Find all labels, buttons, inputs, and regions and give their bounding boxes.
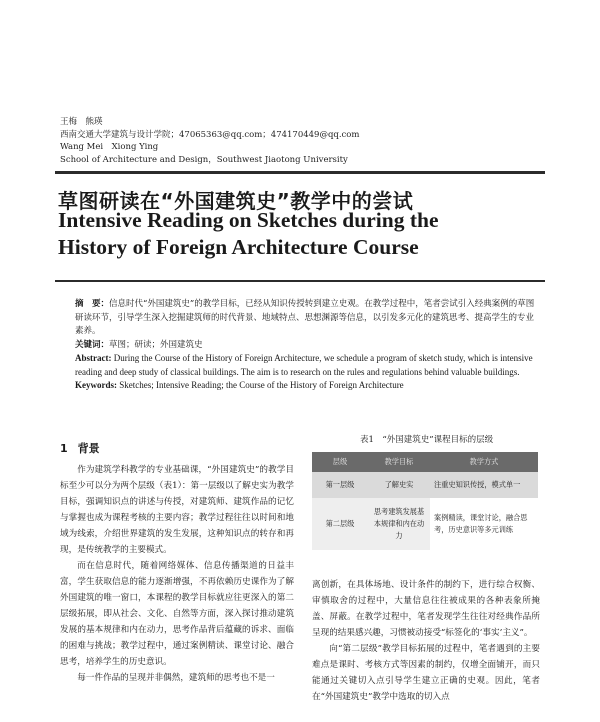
title-english-line2: History of Foreign Architecture Course bbox=[58, 235, 419, 259]
abstract-en bbox=[75, 352, 537, 379]
top-rule bbox=[55, 171, 545, 174]
paragraph: 向“第二层级”教学目标拓展的过程中，笔者遇到的主要难点是课时、考核方式等因素的制约，仅增全面铺开，而只能通过关键切入点引导学生建立正确的史观。因此，笔者在“外国建筑史”教学中选取的切入点 bbox=[312, 644, 540, 702]
author-block bbox=[60, 116, 359, 166]
keywords-en-text: Sketches; Intensive Reading; the Course of the History of Foreign Architecture bbox=[119, 380, 404, 390]
keywords-zh-text: 草图；研读；外国建筑史 bbox=[109, 339, 203, 350]
table-cell: 第一层级 bbox=[312, 472, 368, 498]
abstract-en-label: Abstract: bbox=[75, 353, 112, 363]
table-cell: 案例精读，课堂讨论，融合思考，历史意识等多元训练 bbox=[430, 498, 538, 550]
table-header-cell: 层级 bbox=[312, 452, 368, 472]
right-column bbox=[312, 577, 540, 705]
table-row bbox=[312, 498, 538, 550]
abstract-zh bbox=[75, 298, 537, 339]
author-affiliation-en: School of Architecture and Design，Southwest Jiaotong University bbox=[60, 154, 348, 165]
paragraph: 作为建筑学科教学的专业基础课，“外国建筑史”的教学目标至少可以分为两个层级（表1）：第一层级以了解史实为教学目标，强调知识点的讲述与传授，对建筑师、建筑作品的记忆与掌握也成为课程考核的主要内容；教学过程往往以时间和地域为线索，介绍世界建筑的发生发展，这种知识点的转存和再现，是传统教学的主要模式。 bbox=[60, 465, 294, 555]
table-row bbox=[312, 472, 538, 498]
author-names-zh: 王梅 熊瑛 bbox=[60, 117, 103, 127]
objectives-table bbox=[312, 452, 538, 550]
abstract-zh-label: 摘 要： bbox=[75, 299, 110, 309]
left-column bbox=[60, 462, 294, 686]
table-cell: 了解史实 bbox=[368, 472, 430, 498]
table-header-row bbox=[312, 452, 538, 472]
keywords-zh-label: 关键词： bbox=[75, 339, 110, 350]
paragraph: 而在信息时代，随着网络媒体、信息传播渠道的日益丰富，学生获取信息的能力逐渐增强，不再依赖历史课作为了解外国建筑的唯一窗口，本课程的教学目标就应往更深入的第二层级拓展，即从社会、文化、自然等方面，深入探讨推动建筑发展的基本规律和内在动力，思考作品背后蕴藏的诉求、面临的困难与挑战；教学过程中，通过案例精读、课堂讨论、融合思考，培养学生的历史意识。 bbox=[60, 561, 294, 667]
author-affiliation-zh: 西南交通大学建筑与设计学院；47065363@qq.com；474170449@qq.com bbox=[60, 129, 360, 140]
table-header-cell: 教学方式 bbox=[430, 452, 538, 472]
table-caption: 表1 “外国建筑史”课程目标的层级 bbox=[360, 435, 494, 445]
table-cell: 思考建筑发展基本规律和内在动力 bbox=[368, 498, 430, 550]
title-chinese: 草图研读在“外国建筑史”教学中的尝试 bbox=[58, 189, 414, 213]
title-english-line1: Intensive Reading on Sketches during the bbox=[58, 208, 439, 232]
paragraph: 离创新，在具体场地、设计条件的制约下，进行综合权衡、审慎取舍的过程中，大量信息往往被成果的各种表象所掩盖、屏蔽。在教学过程中，笔者发现学生往往对经典作品所呈现的结果感兴趣，习惯被动接受“标签化的‘事实’主义”。 bbox=[312, 580, 540, 638]
table-cell: 注重史知识传授，模式单一 bbox=[430, 472, 538, 498]
abstract-en-text: During the Course of the History of Foreign Architecture, we schedule a program of sketch study, which is intensive reading and deep study of classical buildings. The aim is to research on the rules and regulations behind valuable buildings. bbox=[75, 353, 533, 377]
keywords-en bbox=[75, 379, 537, 393]
section-title: 背景 bbox=[77, 442, 100, 455]
title-rule bbox=[55, 280, 545, 282]
abstract-zh-text: 信息时代“外国建筑史”的教学目标，已经从知识传授转到建立史观。在教学过程中，笔者尝试引入经典案例的草图研读环节，引导学生深入挖掘建筑师的时代背景、地域特点、思想渊源等信息，以引发多元化的建筑思考、提高学生的专业素养。 bbox=[75, 299, 535, 336]
abstract-block bbox=[75, 298, 537, 393]
table-cell: 第二层级 bbox=[312, 498, 368, 550]
section-number: 1 bbox=[60, 442, 68, 455]
table-header-cell: 教学目标 bbox=[368, 452, 430, 472]
title-english bbox=[58, 207, 438, 261]
keywords-en-label: Keywords: bbox=[75, 380, 117, 390]
paragraph: 每一件作品的呈现并非偶然，建筑师的思考也不是一 bbox=[77, 673, 275, 683]
section-heading bbox=[60, 440, 100, 456]
keywords-zh bbox=[75, 339, 537, 353]
author-names-en: Wang Mei Xiong Ying bbox=[60, 142, 159, 152]
